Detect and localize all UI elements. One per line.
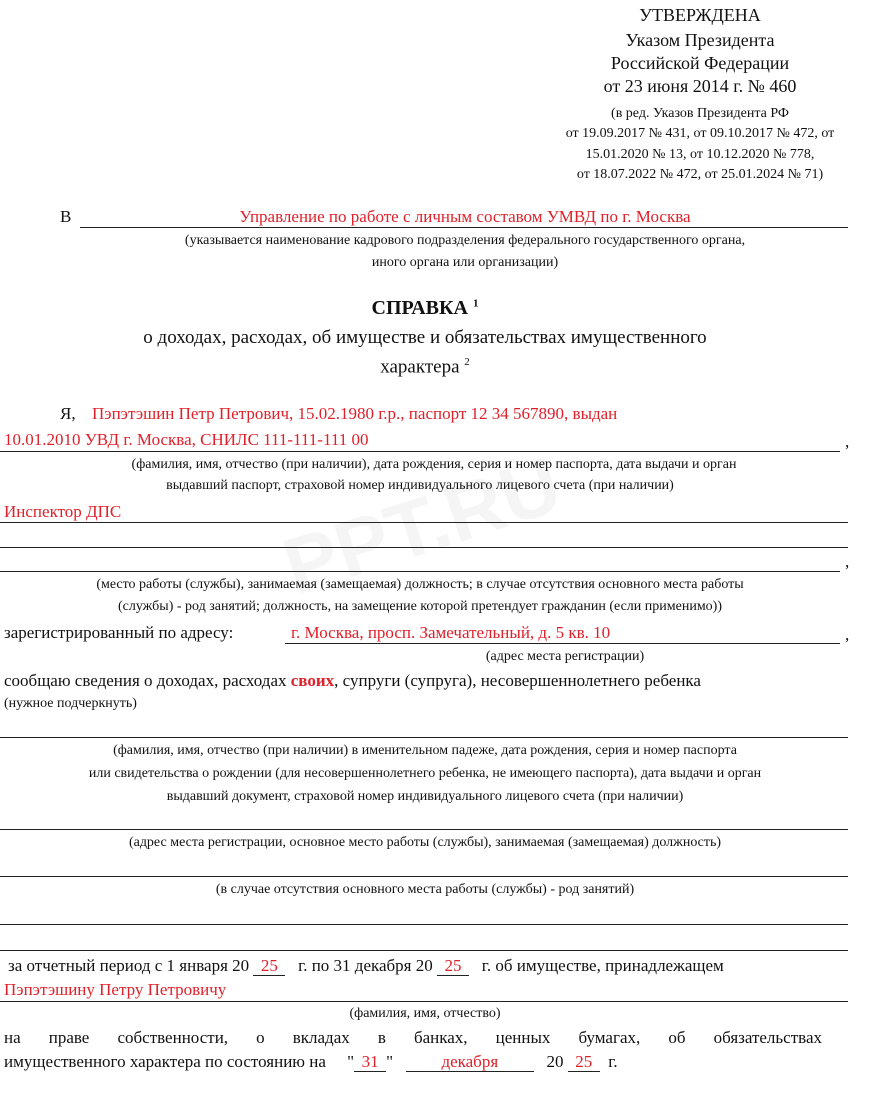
document-title: СПРАВКА $^1$ xyxy=(371,297,479,319)
person-value[interactable]: 10.01.2010 УВД г. Москва, СНИЛС 111-111-111 00 xyxy=(4,430,369,449)
closing-line: на праве собственности, о вкладах в банках, ценных бумагах, об обязательствах xyxy=(4,1028,822,1047)
year-from[interactable]: 25 xyxy=(253,957,285,976)
address-note: (адрес места регистрации) xyxy=(485,649,645,664)
divider xyxy=(80,227,848,228)
work-note: (место работы (службы), занимаемая (замещаемая) должность; в случае отсутствия основного места работы xyxy=(96,577,744,592)
address-value[interactable]: г. Москва, просп. Замечательный, д. 5 кв. 10 xyxy=(291,623,611,642)
edits-line: от 19.09.2017 № 431, от 09.10.2017 № 472, от xyxy=(565,126,835,141)
closing-date-line: имущественного характера по состоянию на " 31 " декабря 20 25 г. xyxy=(4,1052,618,1071)
divider xyxy=(0,522,848,523)
divider xyxy=(0,547,848,548)
comma: , xyxy=(845,625,850,644)
person-note: выдавший паспорт, страховой номер индивидуального лицевого счета (при наличии) xyxy=(166,478,674,493)
address-label: зарегистрированный по адресу: xyxy=(4,623,234,642)
approved-by: Указом Президента xyxy=(625,30,775,50)
period-line: за отчетный период с 1 января 20 25 г. по 31 декабря 20 25 г. об имуществе, принадлежащем xyxy=(8,956,724,975)
work-value[interactable]: Инспектор ДПС xyxy=(4,502,122,521)
approved-by: Российской Федерации xyxy=(610,53,790,73)
work-note: (службы) - род занятий; должность, на замещение которой претендует гражданин (если применимо)) xyxy=(118,599,722,614)
date-day[interactable]: 31 xyxy=(354,1053,386,1072)
comma: , xyxy=(845,552,850,571)
relative-address-note: (адрес места регистрации, основное место работы (службы), занимаемая (замещаемая) должность) xyxy=(128,835,722,850)
document-subtitle: о доходах, расходах, об имуществе и обязательствах имущественного xyxy=(143,327,707,348)
divider xyxy=(0,950,848,951)
person-prefix: Я, xyxy=(60,404,76,423)
document-subtitle: характера $^2$ xyxy=(380,356,470,378)
recipient-value[interactable]: Управление по работе с личным составом УМВД по г. Москва xyxy=(239,207,691,226)
date-year[interactable]: 25 xyxy=(568,1053,600,1072)
recipient-note: иного органа или организации) xyxy=(371,255,559,270)
edits-line: (в ред. Указов Президента РФ xyxy=(611,106,789,121)
edits-line: 15.01.2020 № 13, от 10.12.2020 № 778, xyxy=(585,147,815,162)
edits-line: от 18.07.2022 № 472, от 25.01.2024 № 71) xyxy=(576,167,824,182)
divider xyxy=(0,571,840,572)
divider xyxy=(0,876,848,877)
person-note: (фамилия, имя, отчество (при наличии), дата рождения, серия и номер паспорта, дата выдачи и орган xyxy=(131,457,737,472)
relative-note: или свидетельства о рождении (для несовершеннолетнего ребенка, не имеющего паспорта), дата выдачи и орган xyxy=(88,766,762,781)
relative-note: выдавший документ, страховой номер индивидуального лицевого счета (при наличии) xyxy=(166,789,684,804)
comma: , xyxy=(845,432,850,451)
report-text: сообщаю сведения о доходах, расходах своих, супруги (супруга), несовершеннолетнего ребенка xyxy=(4,671,701,690)
recipient-note: (указывается наименование кадрового подразделения федерального государственного органа, xyxy=(184,233,746,248)
divider xyxy=(285,643,840,644)
year-to[interactable]: 25 xyxy=(437,957,469,976)
divider xyxy=(0,1001,848,1002)
report-note: (нужное подчеркнуть) xyxy=(4,696,137,711)
divider xyxy=(0,737,848,738)
divider xyxy=(0,829,848,830)
divider xyxy=(0,924,848,925)
divider xyxy=(0,451,840,452)
date-month[interactable]: декабря xyxy=(406,1053,534,1072)
approved-label: УТВЕРЖДЕНА xyxy=(639,5,761,25)
relative-occupation-note: (в случае отсутствия основного места работы (службы) - род занятий) xyxy=(215,882,635,897)
person-value[interactable]: Пэпэтэшин Петр Петрович, 15.02.1980 г.р., паспорт 12 34 567890, выдан xyxy=(92,404,618,423)
recipient-prefix: В xyxy=(60,207,72,226)
owner-note: (фамилия, имя, отчество) xyxy=(349,1006,501,1021)
own-highlight: своих xyxy=(290,671,335,690)
decree-number: от 23 июня 2014 г. № 460 xyxy=(603,76,797,96)
owner-value[interactable]: Пэпэтэшину Петру Петровичу xyxy=(4,980,227,999)
relative-note: (фамилия, имя, отчество (при наличии) в именительном падеже, дата рождения, серия и номер паспорта xyxy=(113,743,737,758)
